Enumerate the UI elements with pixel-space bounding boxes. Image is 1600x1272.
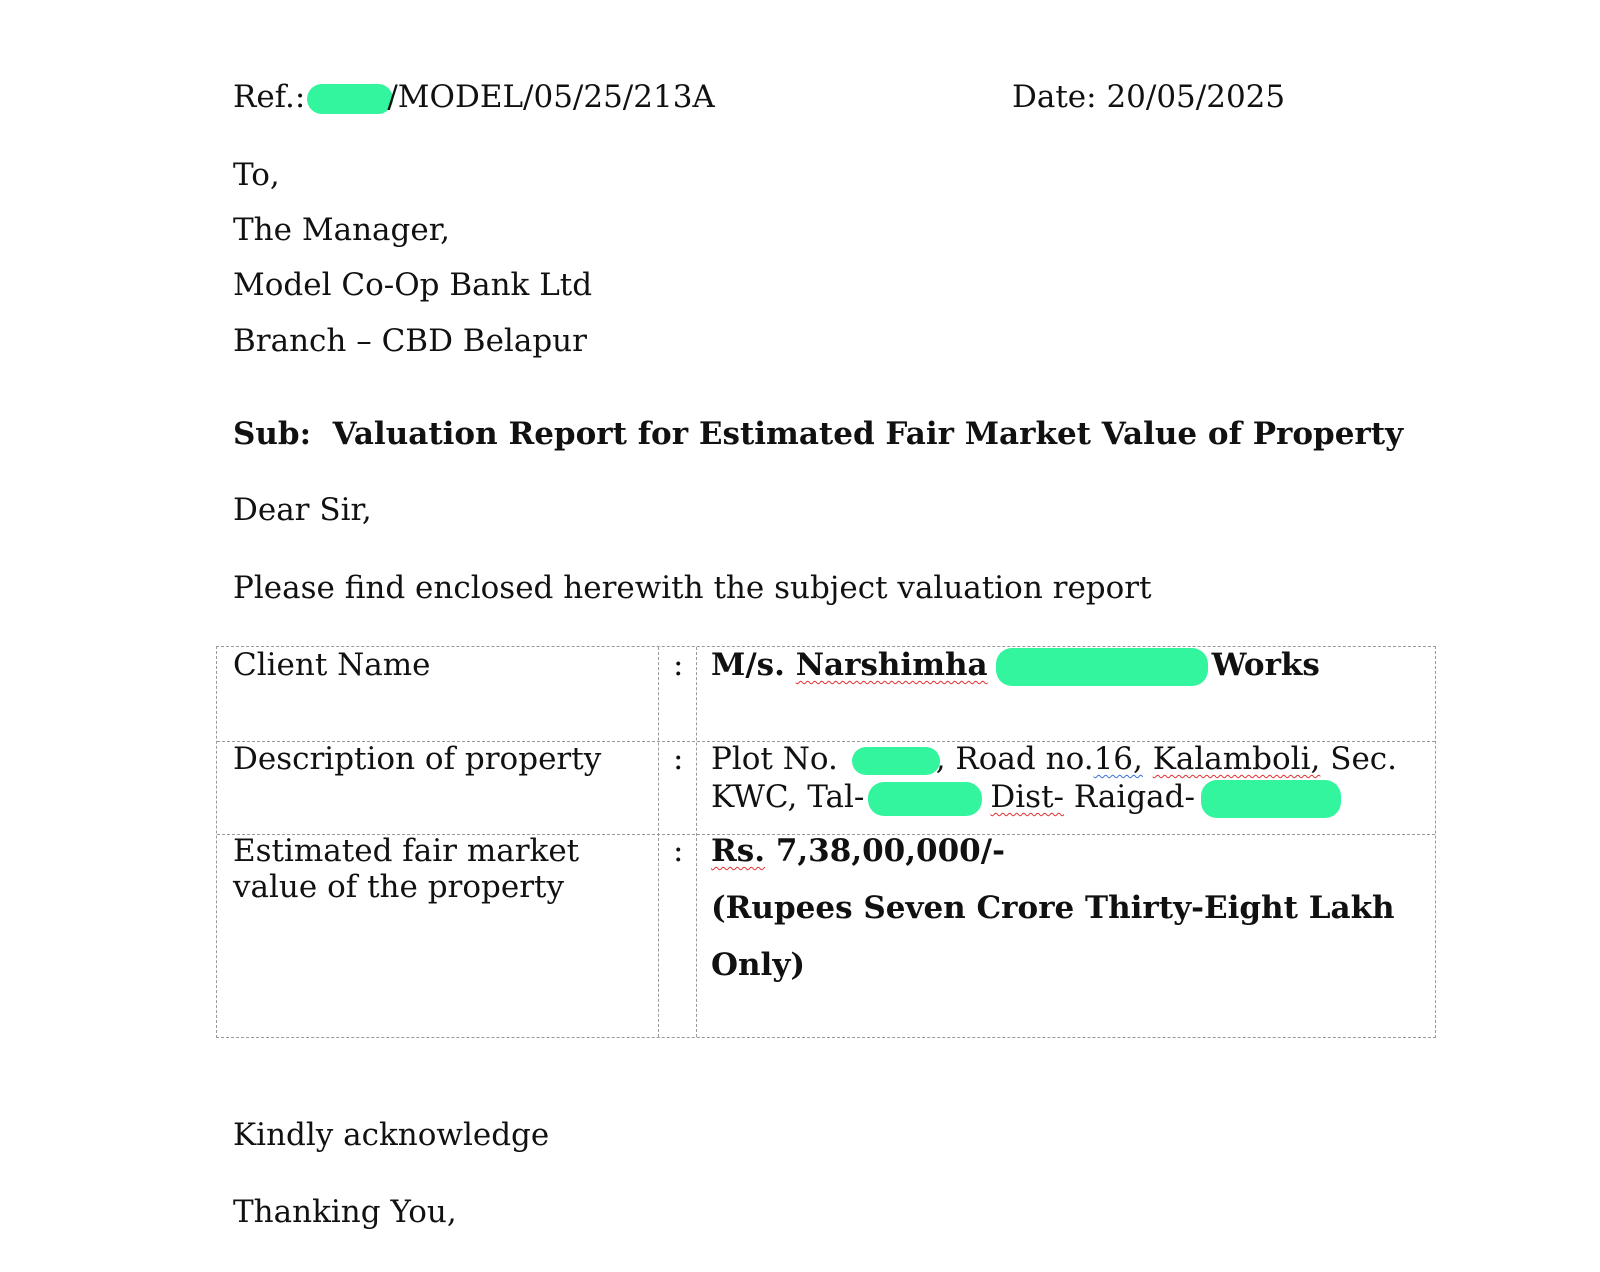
subject-line: [233, 415, 1403, 453]
subject-text: Valuation Report for Estimated Fair Market Value of Property: [332, 416, 1404, 452]
separator-colon: :: [673, 741, 684, 777]
redaction-mark: [307, 84, 393, 114]
acknowledge-text: Kindly acknowledge: [233, 1117, 550, 1153]
redaction-mark: [868, 782, 982, 816]
recipient-line-1: The Manager,: [233, 212, 450, 248]
separator-colon: :: [673, 647, 684, 683]
redaction-mark: [996, 648, 1208, 686]
value-amount: 7,38,00,000/-: [775, 833, 1005, 869]
client-name-label: Client Name: [233, 647, 431, 683]
desc-road: , Road no.: [935, 741, 1094, 777]
description-line-2: [711, 778, 1341, 818]
client-suffix: Works: [1211, 647, 1320, 683]
separator-colon: :: [673, 833, 684, 869]
recipient-line-2: Model Co-Op Bank Ltd: [233, 267, 593, 303]
intro-text: Please find enclosed herewith the subject valuation report: [233, 570, 1152, 606]
client-name-value: [711, 646, 1320, 686]
description-line-1: [711, 740, 1397, 778]
reference-number: [233, 78, 715, 116]
desc-sec: Sec.: [1330, 741, 1398, 777]
column-divider: [696, 647, 697, 1037]
description-label: Description of property: [233, 741, 602, 777]
value-label-line-2: value of the property: [233, 869, 564, 905]
desc-plot: Plot No.: [711, 741, 838, 777]
value-words-line-2: Only): [711, 947, 805, 983]
column-divider: [658, 647, 659, 1037]
client-prefix: M/s.: [711, 647, 785, 683]
value-amount-line: [711, 832, 1005, 870]
desc-dist: Dist-: [990, 779, 1065, 815]
desc-area: Kalamboli,: [1152, 741, 1321, 777]
client-name: Narshimha: [795, 647, 988, 683]
desc-road-no: 16,: [1093, 741, 1143, 777]
salutation: Dear Sir,: [233, 492, 372, 528]
value-label-line-1: Estimated fair market: [233, 833, 580, 869]
value-rs: Rs.: [711, 833, 766, 869]
letter-date: Date: 20/05/2025: [1012, 79, 1286, 115]
thanks-text: Thanking You,: [233, 1194, 457, 1230]
desc-raigad: Raigad-: [1073, 779, 1195, 815]
subject-label: Sub:: [233, 416, 312, 452]
ref-prefix: Ref.:: [233, 79, 306, 115]
value-words-line-1: (Rupees Seven Crore Thirty-Eight Lakh: [711, 890, 1395, 926]
desc-kwc: KWC, Tal-: [711, 779, 865, 815]
redaction-mark: [1201, 780, 1341, 818]
recipient-line-3: Branch – CBD Belapur: [233, 323, 587, 359]
redaction-mark: [852, 747, 940, 775]
ref-suffix: /MODEL/05/25/213A: [387, 79, 715, 115]
recipient-to: To,: [233, 157, 280, 193]
